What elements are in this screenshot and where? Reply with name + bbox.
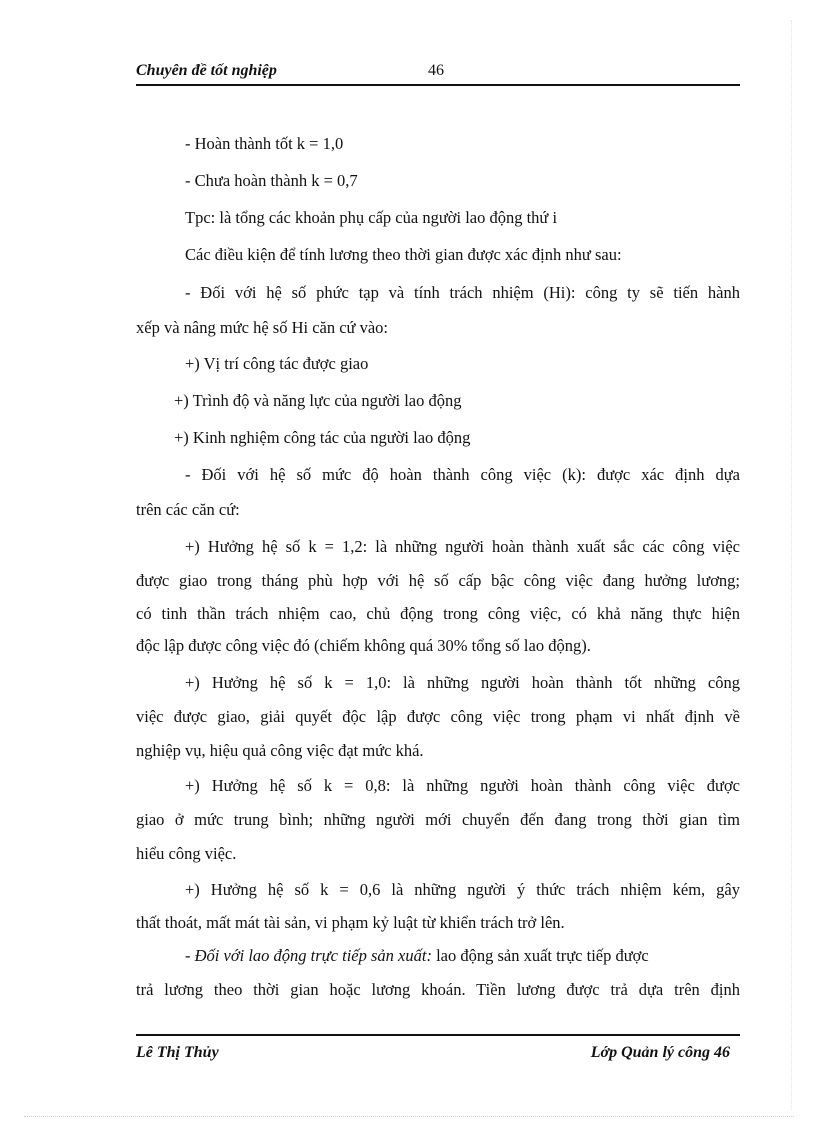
- text-line: có tinh thần trách nhiệm cao, chủ động trong công việc, có khả năng thực hiện: [136, 604, 740, 623]
- italic-heading: Đối với lao động trực tiếp sản xuất:: [194, 946, 432, 965]
- text-line: xếp và nâng mức hệ số Hi căn cứ vào:: [136, 318, 389, 337]
- footer-class: Lớp Quản lý công 46: [590, 1044, 730, 1061]
- text-line: nghiệp vụ, hiệu quả công việc đạt mức khá.: [136, 741, 424, 760]
- footer-author: Lê Thị Thủy: [136, 1044, 219, 1061]
- header-title: Chuyên đề tốt nghiệp: [136, 62, 277, 79]
- text-line: - Chưa hoàn thành k = 0,7: [185, 171, 358, 190]
- text-line: hiểu công việc.: [136, 844, 237, 863]
- page-footer: [136, 1034, 740, 1061]
- text-line: +) Vị trí công tác được giao: [185, 354, 369, 373]
- text-line: - Đối với hệ số mức độ hoàn thành công việc (k): được xác định dựa: [185, 465, 740, 484]
- text-line: +) Hưởng hệ số k = 0,8: là những người hoàn thành công việc được: [185, 776, 740, 795]
- page-border-right: [791, 20, 792, 1110]
- text-line: +) Hưởng hệ số k = 0,6 là những người ý thức trách nhiệm kém, gây: [185, 880, 740, 899]
- text-line: +) Hưởng hệ số k = 1,0: là những người hoàn thành tốt những công: [185, 673, 740, 692]
- page-number: 46: [428, 62, 444, 79]
- text-span: lao động sản xuất trực tiếp được: [431, 946, 649, 965]
- text-line: thất thoát, mất mát tài sản, vi phạm kỷ luật từ khiển trách trở lên.: [136, 913, 565, 932]
- text-line: Các điều kiện để tính lương theo thời gian được xác định như sau:: [185, 245, 622, 264]
- text-line: - Đối với lao động trực tiếp sản xuất: lao động sản xuất trực tiếp được: [185, 946, 649, 965]
- text-line: +) Trình độ và năng lực của người lao động: [174, 391, 462, 410]
- page-header: [136, 60, 740, 86]
- text-line: - Hoàn thành tốt k = 1,0: [185, 134, 344, 153]
- text-line: trên các căn cứ:: [136, 500, 240, 519]
- text-line: được giao trong tháng phù hợp với hệ số cấp bậc công việc đang hưởng lương;: [136, 571, 740, 590]
- text-line: +) Hưởng hệ số k = 1,2: là những người hoàn thành xuất sắc các công việc: [185, 537, 740, 556]
- text-line: việc được giao, giải quyết độc lập được công việc trong phạm vi nhất định về: [136, 707, 740, 726]
- text-line: +) Kinh nghiệm công tác của người lao động: [174, 428, 471, 447]
- text-line: - Đối với hệ số phức tạp và tính trách nhiệm (Hi): công ty sẽ tiến hành: [185, 283, 740, 302]
- page-border-bottom: [24, 1116, 794, 1117]
- text-line: trả lương theo thời gian hoặc lương khoán. Tiền lương được trả dựa trên định: [136, 980, 740, 999]
- text-line: giao ở mức trung bình; những người mới chuyển đến đang trong thời gian tìm: [136, 810, 740, 829]
- text-line: Tpc: là tổng các khoản phụ cấp của người lao động thứ i: [185, 208, 558, 227]
- text-line: độc lập được công việc đó (chiếm không quá 30% tổng số lao động).: [136, 636, 591, 655]
